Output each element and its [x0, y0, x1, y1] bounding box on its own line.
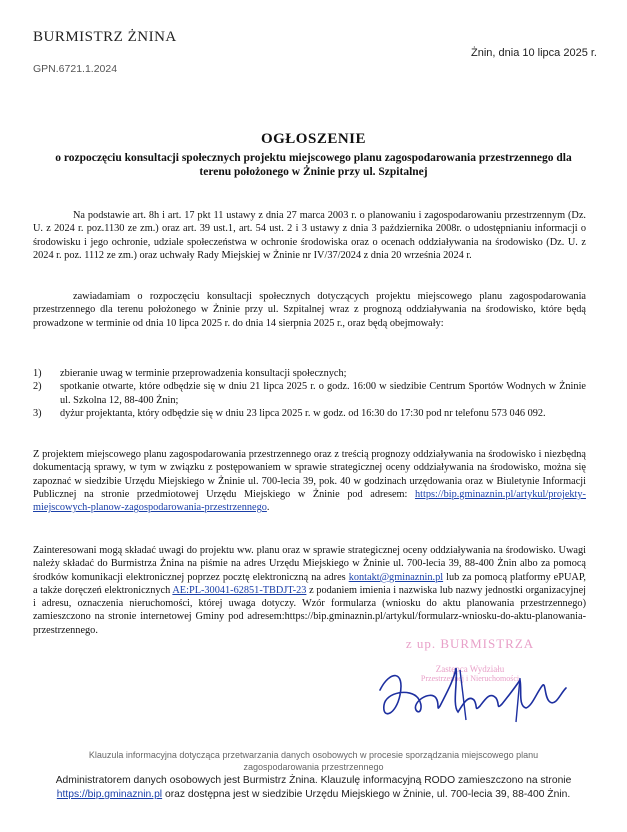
comments-text-1: Zainteresowani mogą składać uwagi do projektu ww. planu oraz w sprawie strategicznej oceny oddziaływania na środowisko. Uwagi należy składać do Burmistrza Żnina na piśmie na adres Urzędu Miejskiego w Żninie ul. 700-lecia 39, 88-400 Żnin albo za pomocą środków komunikacji elektronicznej poprzez pocztę elektroniczną na adres	[33, 545, 586, 583]
list-number: 3)	[33, 407, 42, 419]
reference-number: GPN.6721.1.2024	[33, 63, 118, 75]
document-subtitle: o rozpoczęciu konsultacji społecznych projektu miejscowego planu zagospodarowania przestrzennego dla terenu położonego w Żninie przy ul. Szpitalnej	[55, 152, 572, 178]
list-item	[33, 407, 586, 420]
email-link[interactable]: kontakt@gminaznin.pl	[348, 571, 444, 583]
stamp-line-1: z up. BURMISTRZA	[405, 636, 535, 651]
documentation-end: .	[266, 502, 270, 514]
list-number: 1)	[33, 368, 42, 379]
data-administrator-note	[26, 774, 601, 802]
form-link[interactable]: https://bip.gminaznin.pl/artykul/formularz-wniosku-do-aktu-planowania-przestrzennego	[33, 611, 586, 636]
handwritten-signature	[370, 650, 590, 730]
admin-text: Administratorem danych osobowych jest Burmistrz Żnina. Klauzulę informacyjną RODO zamieszczono na stronie	[55, 775, 572, 786]
documentation-paragraph	[33, 448, 586, 514]
document-title: OGŁOSZENIE	[260, 131, 367, 147]
bip-plans-link[interactable]: https://bip.gminaznin.pl/artykul/projekty-miejscowych-planow-zagospodarowania-przestrzennego	[33, 488, 586, 514]
consultation-forms-list	[33, 367, 586, 420]
bip-link[interactable]: https://bip.gminaznin.pl	[56, 789, 163, 800]
e-delivery-address-link[interactable]: AE:PL-30041-62851-TBDJT-23	[172, 584, 307, 596]
comments-end: .	[95, 624, 98, 636]
list-text: zbieranie uwag w terminie przeprowadzenia konsultacji społecznych;	[60, 368, 347, 379]
list-number: 2)	[33, 381, 42, 393]
list-text: dyżur projektanta, który odbędzie się w dniu 23 lipca 2025 r. w godz. od 16:30 do 17:30 pod nr telefonu 573 046 092.	[60, 407, 546, 419]
legal-basis-paragraph: Na podstawie art. 8h i art. 17 pkt 11 ustawy z dnia 27 marca 2003 r. o planowaniu i zagospodarowaniu przestrzennym (Dz. U. z 2024 r. poz.1130 ze zm.) oraz art. 39 ust.1, art. 54 ust. 2 i 3 ustawy z dnia 3 października 2008r. o udostępnianiu informacji o środowisku i jego ochronie, udziale społeczeństwa w ochronie środowiska oraz o ocenach oddziaływania na środowisko (Dz. U. z 2024 r. poz. 1112 ze zm.) oraz uchwały Rady Miejskiej w Żninie nr IV/37/2024 z dnia 20 września 2024 r.	[33, 210, 586, 261]
stamp-line-2: Zastępca Wydziału	[435, 664, 505, 674]
comments-text-2: lub za pomocą platformy ePUAP, a także doręczeń elektronicznych	[33, 571, 586, 596]
documentation-text: Z projektem miejscowego planu zagospodarowania przestrzennego oraz z treścią prognozy oddziaływania na środowisko i niezbędną dokumentacją sprawy, w tym w związku z postępowaniem w sprawie strategicznej oceny oddziaływania na środowisko, można się zapoznać w siedzibie Urzędu Miejskiego w Żninie ul. 700-lecia 39, pok. 40 w godzinach urzędowania oraz w Biuletynie Informacji Publicznej na stronie przedmiotowej Urzędu Miejskiego w Żninie pod adresem:	[33, 449, 586, 500]
comments-text-3: z podaniem imienia i nazwiska lub nazwy jednostki organizacyjnej i adresu, oznaczenia nieruchomości, której uwaga dotyczy. Wzór formularza (wniosku do aktu planowania przestrzennego) zamieszczono na stronie internetowej Gminy pod adresem:	[33, 584, 586, 623]
announcement-paragraph: zawiadamiam o rozpoczęciu konsultacji społecznych dotyczących projektu miejscowego planu zagospodarowania przestrzennego dla terenu położonego w Żninie przy ul. Szpitalnej wraz z prognozą oddziaływania na środowisko, które będą prowadzone w terminie od dnia 10 lipca 2025 r. do dnia 14 sierpnia 2025 r., oraz będą obejmowały:	[33, 291, 586, 329]
stamp-line-3: Przestrzennej i Nieruchomości	[420, 674, 520, 683]
organization-name: BURMISTRZ ŻNINA	[33, 29, 177, 45]
list-item	[33, 367, 586, 380]
document-date: Żnin, dnia 10 lipca 2025 r.	[471, 47, 597, 59]
comments-paragraph	[33, 544, 586, 637]
list-item	[33, 380, 586, 407]
list-text: spotkanie otwarte, które odbędzie się w dniu 21 lipca 2025 r. o godz. 16:00 w siedzibie Centrum Sportów Wodnych w Żninie ul. Szkolna 12, 88-400 Żnin;	[60, 381, 586, 406]
information-clause-note: Klauzula informacyjna dotycząca przetwarzania danych osobowych w procesie sporządzania miejscowego planu zagospodarowania przestrzennego	[88, 750, 539, 772]
admin-text-2: oraz dostępna jest w siedzibie Urzędu Miejskiego w Żninie, ul. 700-lecia 39, 88-400 Żnin.	[162, 789, 571, 800]
